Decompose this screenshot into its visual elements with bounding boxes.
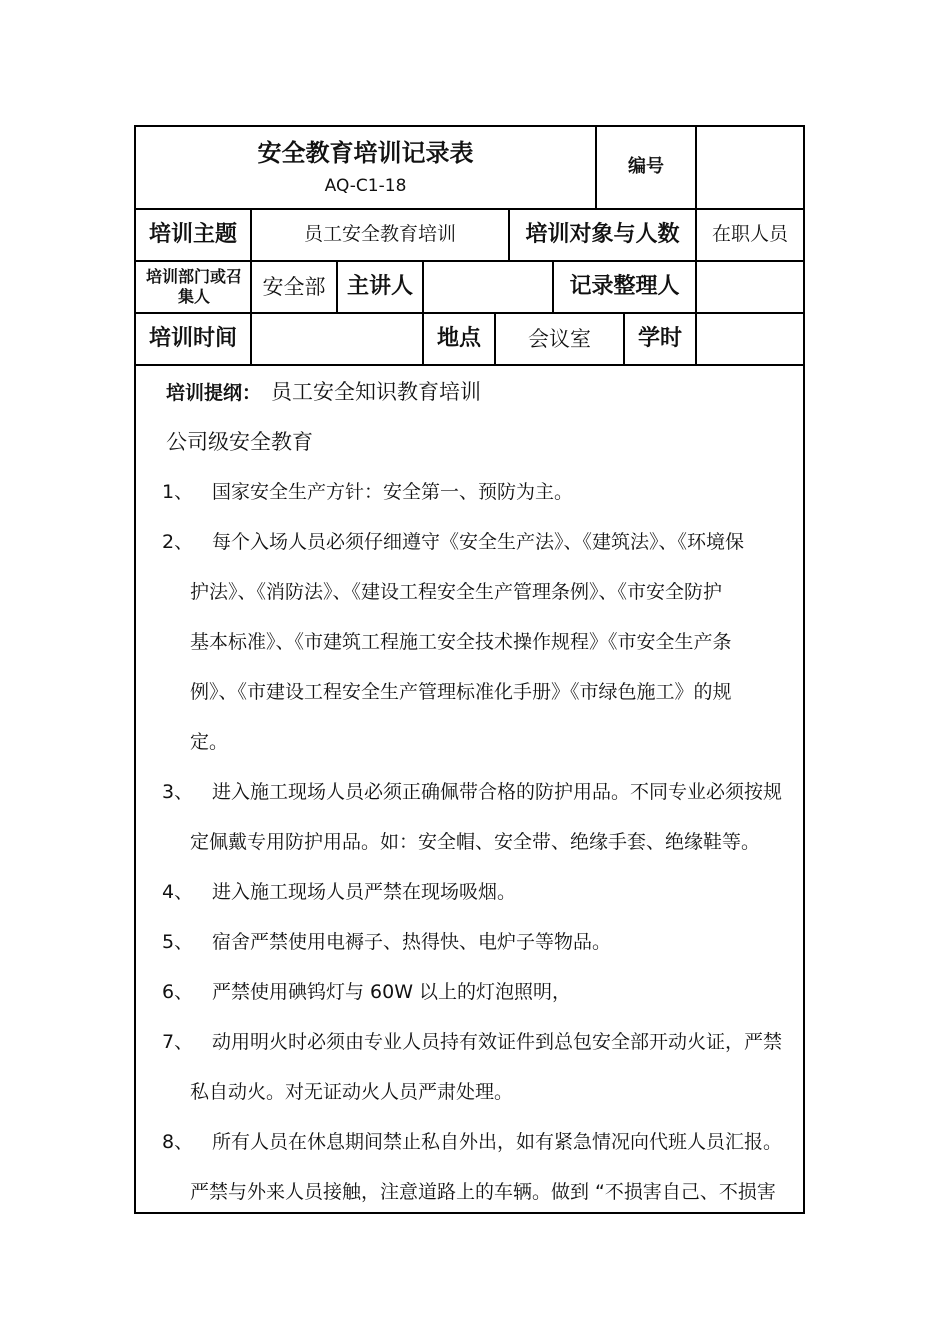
dept-value: 安全部 [262, 274, 326, 299]
dept-label: 培训部门或召集人 [145, 267, 242, 306]
number-label: 编号 [628, 156, 664, 178]
item-line: 护法》、《消防法》、《建设工程安全生产管理条例》、《市安全防护 [190, 581, 723, 603]
item-line: 私自动火。对无证动火人员严肃处理。 [190, 1081, 514, 1103]
speaker-label: 主讲人 [346, 274, 413, 300]
audience-label: 培训对象与人数 [525, 222, 680, 248]
item-number: 7、 [162, 1031, 194, 1053]
item-line: 严禁与外来人员接触，注意道路上的车辆。做到 “不损害自己、不损害 [190, 1181, 776, 1203]
place-value: 会议室 [528, 326, 591, 351]
item-number: 5、 [162, 931, 194, 953]
hours-label: 学时 [637, 326, 682, 352]
training-record-form [134, 125, 805, 1214]
item-line: 定佩戴专用防护用品。如：安全帽、安全带、绝缘手套、绝缘鞋等。 [190, 831, 761, 853]
recorder-label: 记录整理人 [569, 274, 680, 300]
place-label: 地点 [436, 326, 481, 352]
row-divider [136, 364, 803, 366]
outline-heading [166, 367, 481, 418]
form-title-cell [136, 127, 595, 208]
time-value [252, 314, 422, 364]
item-line: 每个入场人员必须仔细遵守《安全生产法》、《建筑法》、《环境保 [212, 531, 745, 553]
section-title: 公司级安全教育 [166, 430, 313, 454]
item-line: 所有人员在休息期间禁止私自外出，如有紧急情况向代班人员汇报。 [212, 1131, 783, 1153]
item-number: 8、 [162, 1131, 194, 1153]
item-line: 例》、《市建设工程安全生产管理标准化手册》《市绿色施工》的规 [190, 681, 732, 703]
item-line: 进入施工现场人员严禁在现场吸烟。 [212, 881, 517, 903]
topic-value: 员工安全教育培训 [303, 223, 456, 246]
item-number: 6、 [162, 981, 194, 1003]
number-value [697, 127, 803, 208]
item-line: 动用明火时必须由专业人员持有效证件到总包安全部开动火证，严禁 [212, 1031, 783, 1053]
topic-label: 培训主题 [148, 222, 237, 248]
form-title: 安全教育培训记录表 [257, 138, 474, 167]
item-number: 2、 [162, 531, 194, 553]
item-line: 国家安全生产方针：安全第一、预防为主。 [212, 481, 574, 503]
recorder-value [697, 262, 803, 312]
form-code: AQ-C1-18 [324, 175, 407, 196]
hours-value [697, 314, 803, 364]
audience-value: 在职人员 [711, 223, 788, 246]
outline-label: 培训提纲： [166, 382, 262, 404]
item-line: 进入施工现场人员必须正确佩带合格的防护用品。不同专业必须按规 [212, 781, 783, 803]
item-number: 4、 [162, 881, 194, 903]
item-line: 定。 [190, 731, 229, 753]
outline-value: 员工安全知识教育培训 [271, 380, 482, 404]
item-number: 1、 [162, 481, 194, 503]
item-line: 严禁使用碘钨灯与 60W 以上的灯泡照明， [212, 981, 572, 1003]
speaker-value [424, 262, 552, 312]
item-number: 3、 [162, 781, 194, 803]
item-line: 宿舍严禁使用电褥子、热得快、电炉子等物品。 [212, 931, 612, 953]
item-line: 基本标准》、《市建筑工程施工安全技术操作规程》《市安全生产条 [190, 631, 732, 653]
time-label: 培训时间 [148, 326, 237, 352]
